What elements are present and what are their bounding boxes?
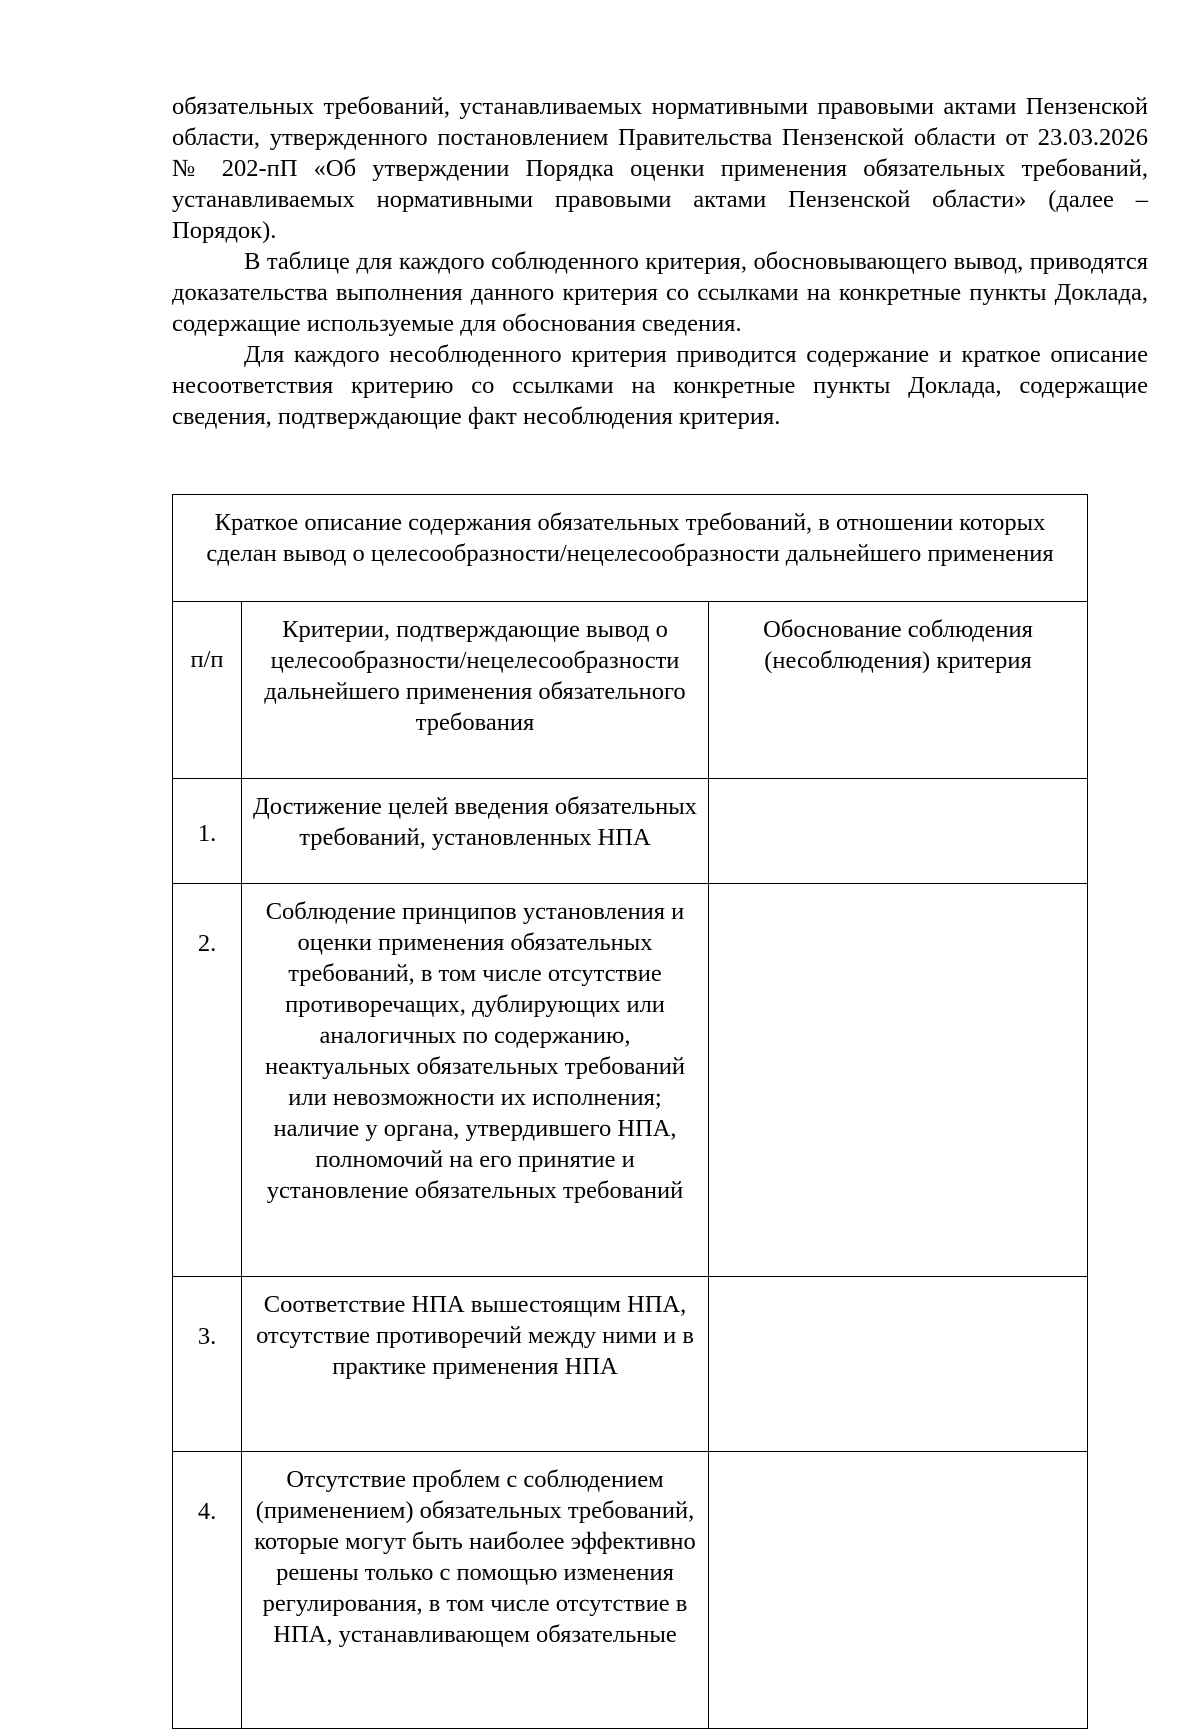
paragraph-noncompliance: Для каждого несоблюденного критерия приводится содержание и краткое описание несоответствия критерию со ссылками на конкретные пункты Доклада, содержащие сведения, подтверждающие факт несоблюдения критерия.	[172, 341, 1148, 430]
row-criterion: Отсутствие проблем с соблюдением (применением) обязательных требований, которые могут быть наиболее эффективно решены только с помощью изменения регулирования, в том числе отсутствие в НПА, устанавливающем обязательные	[254, 1466, 696, 1648]
table-row	[173, 779, 1088, 884]
table-row	[173, 1452, 1088, 1729]
row-criterion: Соответствие НПА вышестоящим НПА, отсутствие противоречий между ними и в практике применения НПА	[242, 1277, 709, 1452]
criteria-table	[172, 494, 1088, 1729]
row-criterion: Соблюдение принципов установления и оценки применения обязательных требований, в том числе отсутствие противоречащих, дублирующих или аналогичных по содержанию, неактуальных обязательных требований или невозможности их исполнения; наличие у органа, утвердившего НПА, полномочий на его принятие и установление обязательных требований	[242, 884, 709, 1277]
row-criterion-cell	[242, 1452, 709, 1729]
header-num: п/п	[173, 602, 242, 779]
row-criterion: Достижение целей введения обязательных требований, установленных НПА	[242, 779, 709, 884]
row-justification	[709, 1277, 1088, 1452]
header-criteria: Критерии, подтверждающие вывод о целесообразности/нецелесообразности дальнейшего применения обязательного требования	[242, 602, 709, 779]
table-header-row	[173, 602, 1088, 779]
table-caption: Краткое описание содержания обязательных требований, в отношении которых сделан вывод о целесообразности/нецелесообразности дальнейшего применения	[173, 495, 1088, 602]
header-justification: Обоснование соблюдения (несоблюдения) критерия	[709, 602, 1088, 779]
body-text	[172, 91, 1148, 432]
row-num: 4.	[173, 1452, 242, 1729]
row-justification	[709, 884, 1088, 1277]
paragraph-evidence: В таблице для каждого соблюденного критерия, обосновывающего вывод, приводятся доказательства выполнения данного критерия со ссылками на конкретные пункты Доклада, содержащие используемые для обоснования сведения.	[172, 248, 1148, 337]
row-justification	[709, 1452, 1088, 1729]
row-num: 3.	[173, 1277, 242, 1452]
table-row	[173, 884, 1088, 1277]
row-justification	[709, 779, 1088, 884]
paragraph-continuation: обязательных требований, устанавливаемых нормативными правовыми актами Пензенской области, утвержденного постановлением Правительства Пензенской области от 23.03.2026 № 202-пП «Об утверждении Порядка оценки применения обязательных требований, устанавливаемых нормативными правовыми актами Пензенской области» (далее – Порядок).	[172, 93, 1148, 244]
row-num: 2.	[173, 884, 242, 1277]
table-caption-row	[173, 495, 1088, 602]
row-num: 1.	[173, 779, 242, 884]
table-row	[173, 1277, 1088, 1452]
